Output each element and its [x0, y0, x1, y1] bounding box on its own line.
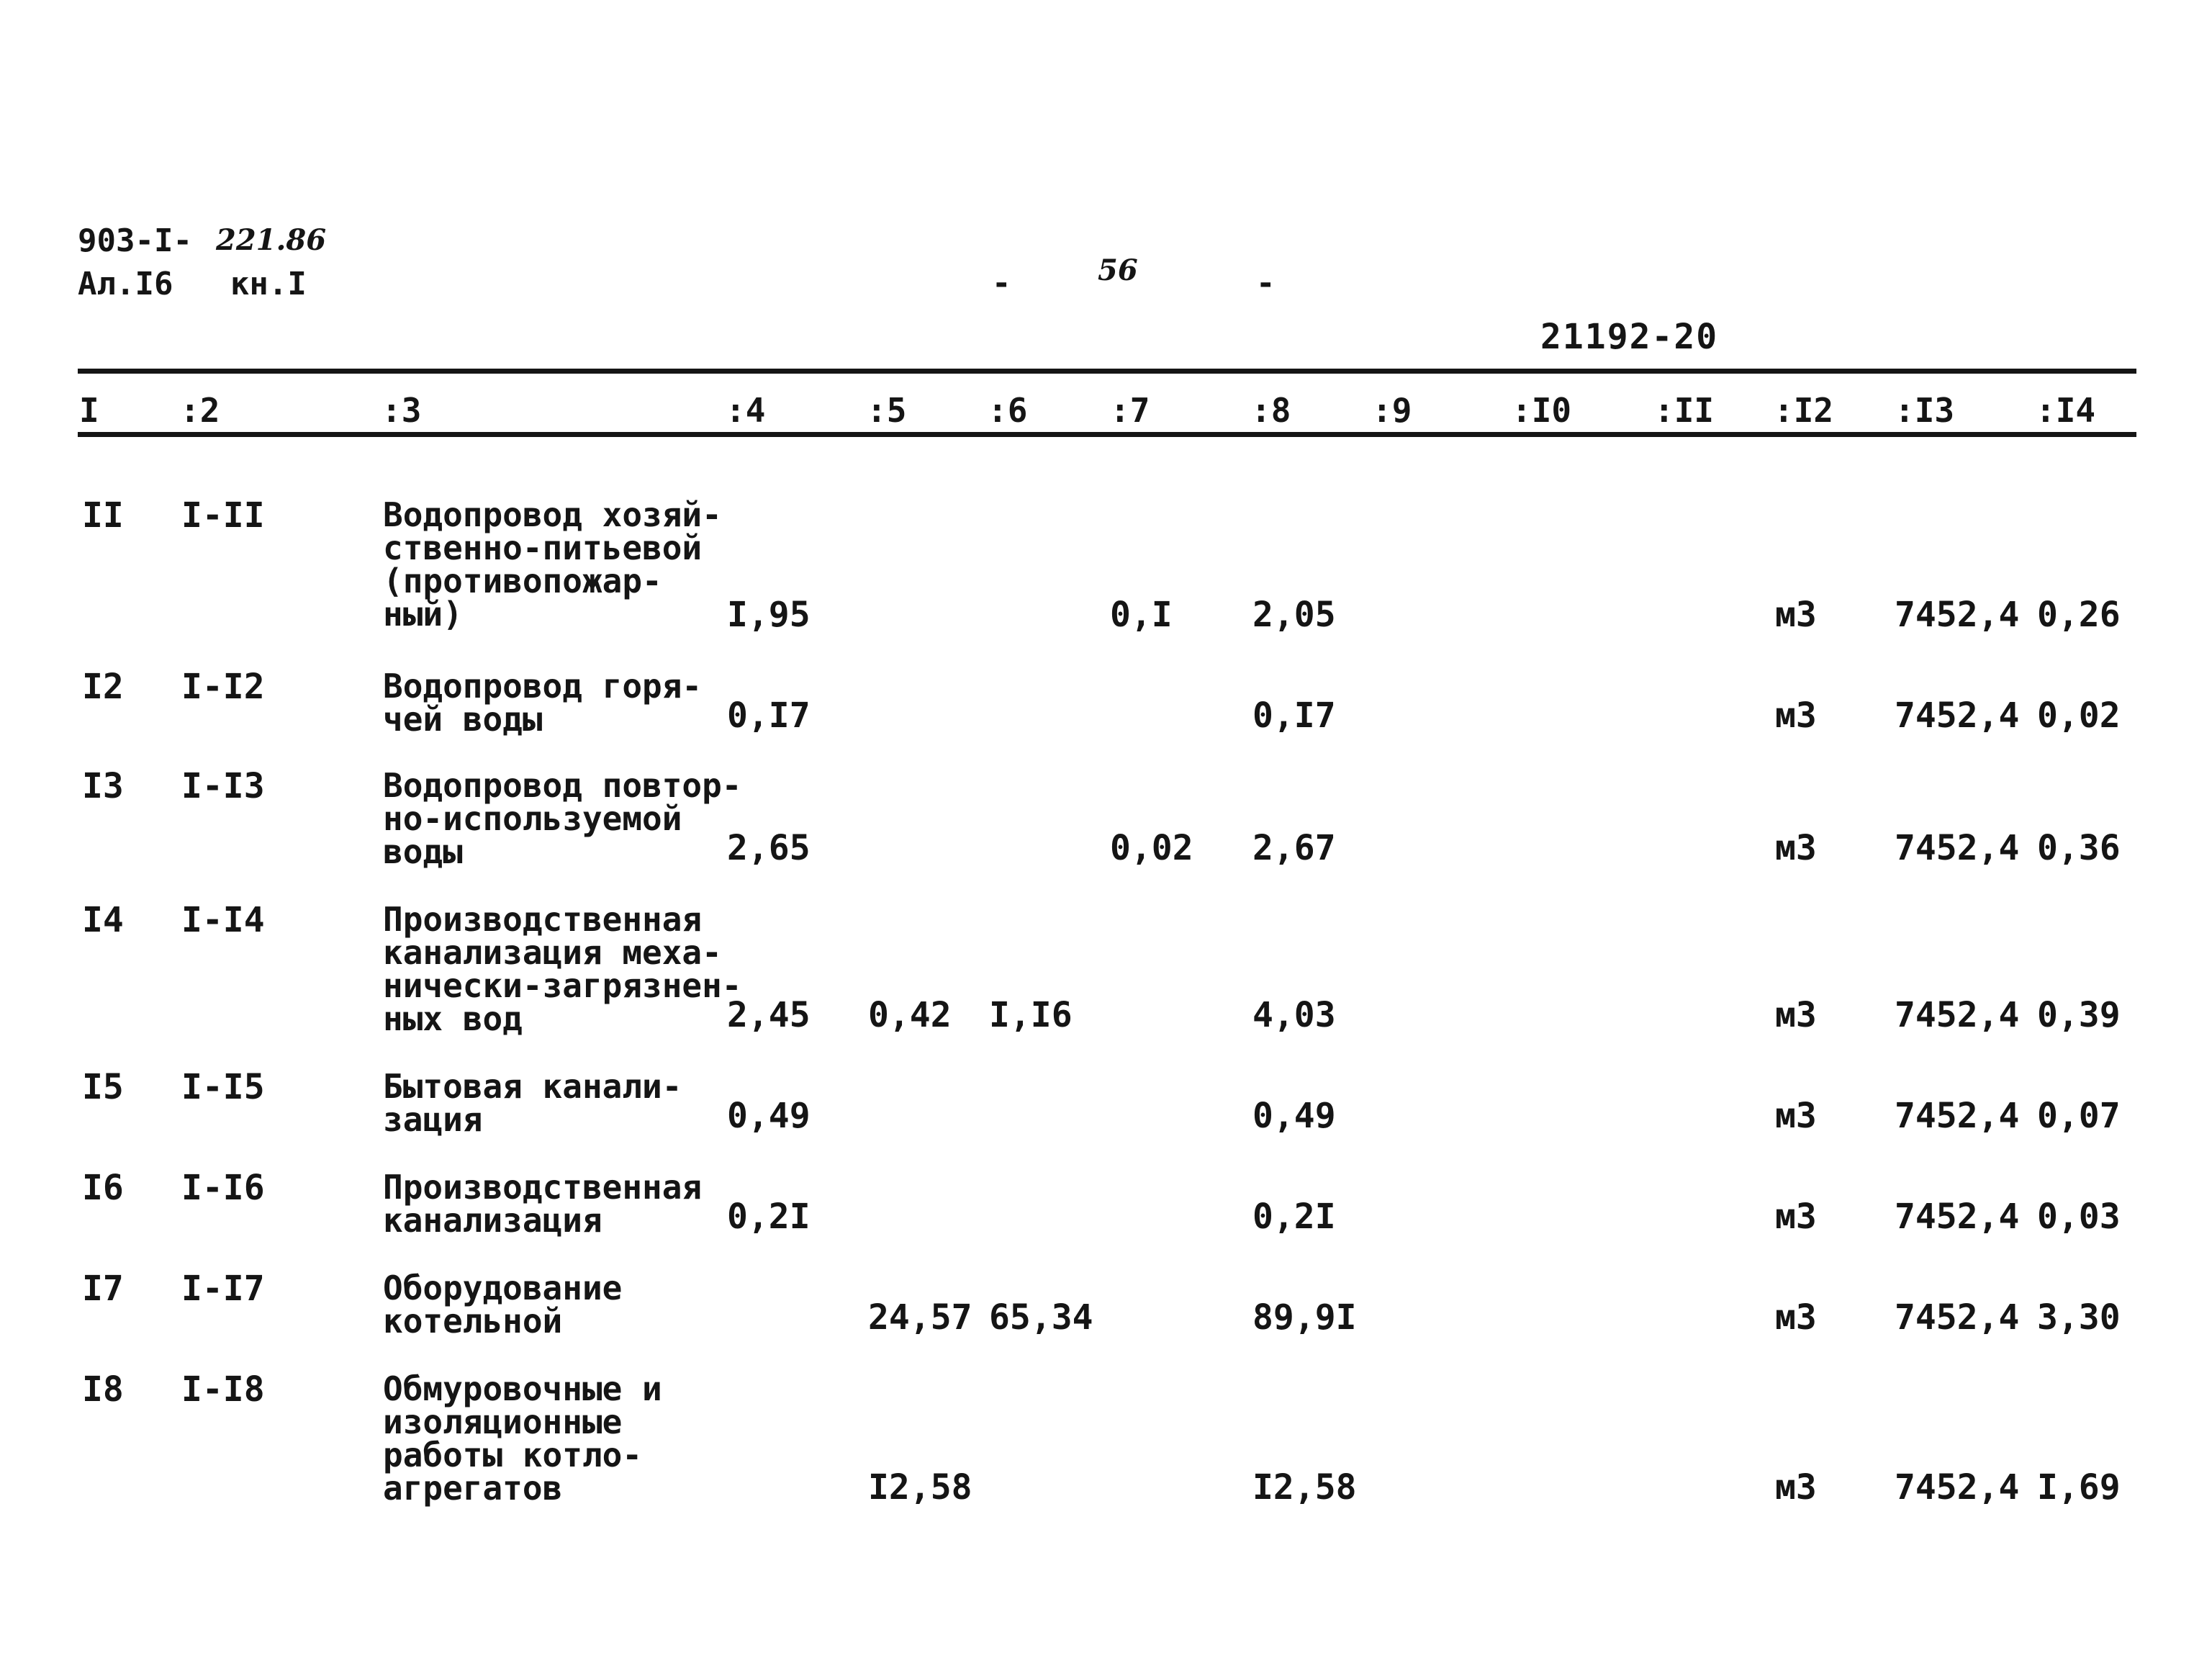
- cell-col13: 7452,4: [1895, 1197, 2020, 1237]
- cell-unit: м3: [1775, 1297, 1817, 1338]
- row-name-line: агрегатов: [383, 1469, 563, 1508]
- column-header-9: :9: [1372, 391, 1412, 430]
- row-number: I2: [82, 667, 124, 707]
- row-code: I-I2: [181, 667, 265, 707]
- row-name-line: (противопожар-: [383, 562, 662, 600]
- cell-unit: м3: [1775, 695, 1817, 736]
- row-name-line: ный): [383, 595, 463, 634]
- row-name-line: канализация: [383, 1201, 602, 1240]
- row-name: [383, 1168, 703, 1240]
- row-code: I-I8: [181, 1369, 265, 1410]
- cell-col4: 2,65: [727, 828, 811, 868]
- row-name: [383, 1269, 623, 1341]
- document-code-handwritten: 221.86: [216, 223, 327, 257]
- cell-col13: 7452,4: [1895, 828, 2020, 868]
- cell-col8: 2,67: [1252, 828, 1336, 868]
- cell-unit: м3: [1775, 995, 1817, 1035]
- row-code: I-I3: [181, 766, 265, 806]
- row-code: I-II: [181, 495, 265, 536]
- cell-col13: 7452,4: [1895, 1297, 2020, 1338]
- row-number: I3: [82, 766, 124, 806]
- cell-unit: м3: [1775, 828, 1817, 868]
- row-name: [383, 1369, 662, 1508]
- row-name: [383, 766, 742, 871]
- cell-col14: 0,39: [2037, 995, 2121, 1035]
- row-name-line: Производственная: [383, 900, 703, 939]
- cell-col8: 0,49: [1252, 1096, 1336, 1136]
- row-name-line: ственно-питьевой: [383, 528, 703, 567]
- cell-col4: 2,45: [727, 995, 811, 1035]
- row-number: I4: [82, 900, 124, 940]
- cell-col14: 0,02: [2037, 695, 2121, 736]
- cell-col13: 7452,4: [1895, 595, 2020, 635]
- stamp-number: 21192-20: [1540, 317, 1719, 357]
- row-number: I7: [82, 1269, 124, 1309]
- cell-col14: 0,03: [2037, 1197, 2121, 1237]
- row-name-line: воды: [383, 832, 463, 871]
- cell-col5: 24,57: [868, 1297, 972, 1338]
- cell-unit: м3: [1775, 1096, 1817, 1136]
- column-header-10: :I0: [1512, 391, 1572, 430]
- cell-unit: м3: [1775, 1197, 1817, 1237]
- cell-col5: 0,42: [868, 995, 952, 1035]
- cell-col4: 0,49: [727, 1096, 811, 1136]
- column-header-14: :I4: [2036, 391, 2096, 430]
- row-name-line: Обмуровочные и: [383, 1369, 662, 1408]
- row-name: [383, 667, 703, 739]
- row-code: I-I5: [181, 1067, 265, 1107]
- row-name-line: Водопровод хозяй-: [383, 495, 722, 534]
- table-top-rule: [78, 369, 2136, 374]
- row-code: I-I4: [181, 900, 265, 940]
- cell-col7: 0,I: [1110, 595, 1173, 635]
- cell-col4: 0,2I: [727, 1197, 811, 1237]
- page-dash-right: -: [1256, 265, 1276, 302]
- column-header-11: :II: [1654, 391, 1715, 430]
- cell-col14: 3,30: [2037, 1297, 2121, 1338]
- cell-col7: 0,02: [1110, 828, 1193, 868]
- cell-col8: 0,2I: [1252, 1197, 1336, 1237]
- row-name-line: но-используемой: [383, 799, 682, 838]
- row-name: [383, 1067, 682, 1139]
- row-code: I-I7: [181, 1269, 265, 1309]
- row-name-line: котельной: [383, 1302, 563, 1341]
- cell-col14: 0,07: [2037, 1096, 2121, 1136]
- document-code: 903-I-: [78, 222, 192, 259]
- row-name-line: изоляционные: [383, 1402, 623, 1441]
- cell-col14: 0,36: [2037, 828, 2121, 868]
- row-name-line: чей воды: [383, 700, 543, 739]
- column-header-2: :2: [180, 391, 220, 430]
- cell-col8: I2,58: [1252, 1467, 1357, 1508]
- cell-unit: м3: [1775, 1467, 1817, 1508]
- column-header-3: :3: [382, 391, 422, 430]
- row-name-line: зация: [383, 1100, 483, 1139]
- cell-col6: I,I6: [989, 995, 1073, 1035]
- row-name-line: канализация меха-: [383, 933, 722, 972]
- cell-col8: 4,03: [1252, 995, 1336, 1035]
- cell-col14: 0,26: [2037, 595, 2121, 635]
- table-header-rule: [78, 432, 2136, 437]
- row-name-line: Производственная: [383, 1168, 703, 1207]
- column-header-8: :8: [1251, 391, 1291, 430]
- column-header-12: :I2: [1774, 391, 1834, 430]
- sheet-reference: Ал.I6 кн.I: [78, 266, 307, 302]
- row-name-line: Водопровод горя-: [383, 667, 703, 706]
- column-header-13: :I3: [1895, 391, 1955, 430]
- cell-col5: I2,58: [868, 1467, 972, 1508]
- row-code: I-I6: [181, 1168, 265, 1208]
- row-number: I8: [82, 1369, 124, 1410]
- column-header-7: :7: [1110, 391, 1150, 430]
- row-name-line: Бытовая канали-: [383, 1067, 682, 1106]
- cell-col8: 0,I7: [1252, 695, 1336, 736]
- cell-col13: 7452,4: [1895, 995, 2020, 1035]
- row-number: II: [82, 495, 124, 536]
- row-name: [383, 900, 742, 1038]
- cell-unit: м3: [1775, 595, 1817, 635]
- row-name-line: ных вод: [383, 999, 523, 1038]
- row-name-line: Водопровод повтор-: [383, 766, 742, 805]
- row-name-line: нически-загрязнен-: [383, 966, 742, 1005]
- row-number: I6: [82, 1168, 124, 1208]
- row-name: [383, 495, 722, 634]
- cell-col8: 89,9I: [1252, 1297, 1357, 1338]
- cell-col4: 0,I7: [727, 695, 811, 736]
- page-dash-left: -: [992, 265, 1011, 302]
- row-name-line: Оборудование: [383, 1269, 623, 1307]
- column-header-4: :4: [726, 391, 766, 430]
- cell-col8: 2,05: [1252, 595, 1336, 635]
- cell-col4: I,95: [727, 595, 811, 635]
- cell-col14: I,69: [2037, 1467, 2121, 1508]
- column-header-6: :6: [988, 391, 1028, 430]
- cell-col13: 7452,4: [1895, 1467, 2020, 1508]
- column-header-5: :5: [867, 391, 907, 430]
- cell-col6: 65,34: [989, 1297, 1093, 1338]
- row-name-line: работы котло-: [383, 1436, 643, 1474]
- column-header-1: I: [79, 391, 99, 430]
- cell-col13: 7452,4: [1895, 1096, 2020, 1136]
- row-number: I5: [82, 1067, 124, 1107]
- page-number: 56: [1098, 253, 1138, 287]
- cell-col13: 7452,4: [1895, 695, 2020, 736]
